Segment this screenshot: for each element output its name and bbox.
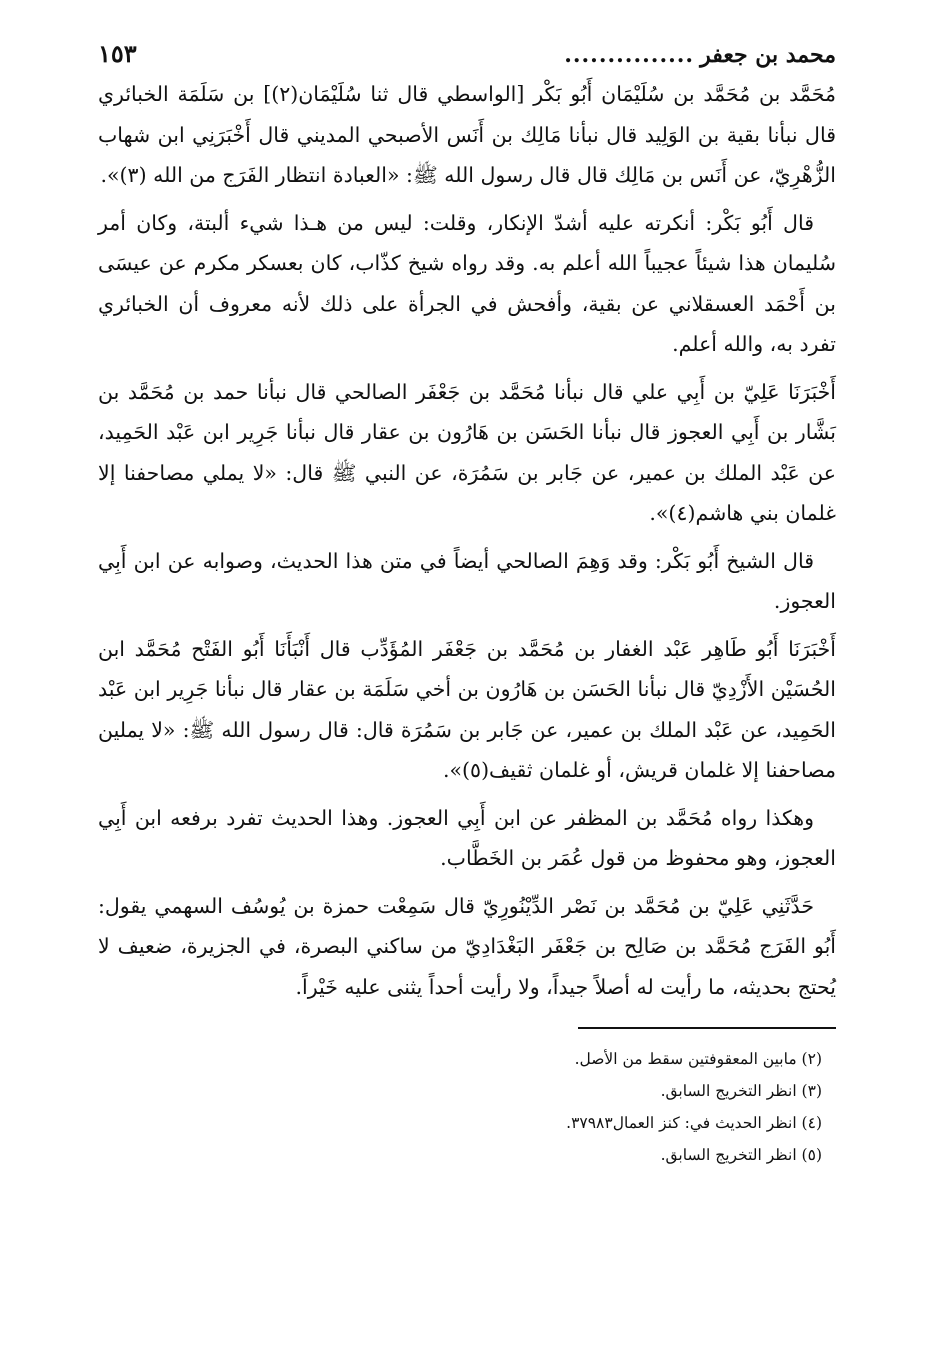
footnote: (٤) انظر الحديث في: كنز العمال٣٧٩٨٣. (566, 1114, 822, 1132)
paragraph: قال أَبُو بَكْر: أنكرته عليه أشدّ الإنكار، وقلت: ليس من هـذا شيء ألبتة، وكان أمر سُليمان هذا شيئاً عجيباً الله أعلم به. وقد رواه شيخ كذّاب، كان بعسكر مكرم عن عيسَى بن أَحْمَد العسقلاني عن بقية، وأفحش في الجرأة على ذلك لأنه معروف أن الخبائري تفرد به، والله أعلم. (98, 210, 836, 356)
footnote: (٢) مابين المعقوفتين سقط من الأصل. (574, 1050, 822, 1068)
running-header (98, 34, 836, 74)
paragraph: أَخْبَرَنَا عَلِيّ بن أَبِي علي قال نبأنا مُحَمَّد بن جَعْفَر الصالحي قال نبأنا حمد بن مُحَمَّد بن بَشَّار بن أَبِي العجوز قال نبأنا الحَسَن بن هَارُون بن عقار قال نبأنا جَرِير ابن عَبْد الحَمِيد، عن عَبْد الملك بن عمير، عن جَابر بن سَمُرَة، عن النبي ﷺ قال: «لا يملي مصاحفنا إلا غلمان بني هاشم(٤)». (98, 379, 836, 525)
main-text (98, 74, 836, 1007)
book-page (98, 34, 836, 1171)
paragraph: أَخْبَرَنَا أَبُو طَاهِر عَبْد الغفار بن مُحَمَّد بن جَعْفَر المُؤَدِّب قال أَنْبَأَنَا أَبُو الفَتْح مُحَمَّد ابن الحُسَيْن الأَزْدِيّ قال نبأنا الحَسَن بن هَارُون بن أخي سَلَمَة بن عقار قال نبأنا جَرِير ابن عَبْد الحَمِيد، عن عَبْد الملك بن عمير، عن جَابر بن سَمُرَة قال: قال رسول الله ﷺ: «لا يملين مصاحفنا إلا غلمان قريش، أو غلمان ثقيف(٥)». (98, 636, 836, 782)
header-title: محمد بن جعفر (700, 42, 836, 68)
paragraph: مُحَمَّد بن مُحَمَّد بن سُلَيْمَان أَبُو بَكْر [الواسطي قال ثنا سُلَيْمَان(٢)] بن سَلَمَة الخبائري قال نبأنا بقية بن الوَلِيد قال نبأنا مَالِك بن أَنَس الأصبحي المديني قال أَخْبَرَنِي ابن شهاب الزُّهْرِيّ، عن أَنَس بن مَالِك قال قال رسول الله ﷺ: «العبادة انتظار الفَرَج من الله (٣)». (98, 82, 836, 187)
footnote: (٣) انظر التخريج السابق. (660, 1082, 822, 1100)
footnotes (98, 1043, 836, 1171)
footnote: (٥) انظر التخريج السابق. (660, 1146, 822, 1164)
page-number: ١٥٣ (98, 39, 137, 68)
paragraph: قال الشيخ أَبُو بَكْر: وقد وَهِمَ الصالحي أيضاً في متن هذا الحديث، وصوابه عن ابن أَبِي العجوز. (98, 548, 836, 613)
header-leader-dots: ............... (564, 42, 695, 68)
footnote-separator (578, 1027, 836, 1029)
paragraph: وهكذا رواه مُحَمَّد بن المظفر عن ابن أَبِي العجوز. وهذا الحديث تفرد برفعه ابن أَبِي العجوز، وهو محفوظ من قول عُمَر بن الخَطَّاب. (98, 805, 836, 870)
paragraph: حَدَّثَنِي عَلِيّ بن مُحَمَّد بن نَصْر الدِّيْنُورِيّ قال سَمِعْت حمزة بن يُوسُف السهمي يقول: أَبُو الفَرَج مُحَمَّد بن صَالِح بن جَعْفَر البَغْدَادِيّ من ساكني البصرة، في الجزيرة، ضعيف لا يُحتج بحديثه، ما رأيت له أصلاً جيداً، ولا رأيت أحداً يثنى عليه خَيْراً. (98, 893, 836, 999)
